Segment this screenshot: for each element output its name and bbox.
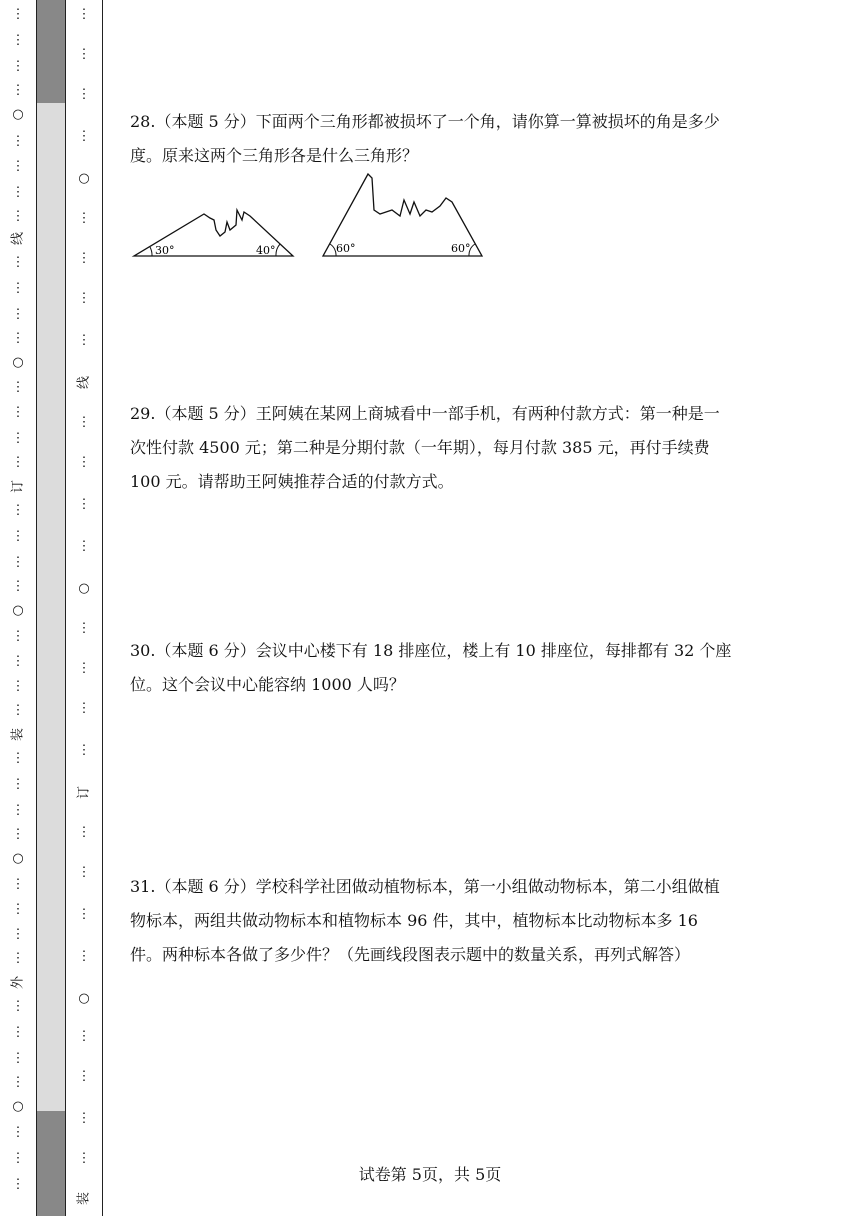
dots: ⋮ — [77, 701, 91, 716]
dots: ⋮ — [77, 251, 91, 266]
angle-label: 30° — [155, 244, 175, 257]
dots: ⋮ — [11, 999, 25, 1014]
dots: ⋮ — [11, 83, 25, 98]
circle-mark: ○ — [78, 991, 90, 1006]
dots: ⋮ — [77, 1151, 91, 1166]
circle-mark: ○ — [12, 851, 24, 866]
question-text: （本题 6 分）学校科学社团做动植物标本，第一小组做动物标本，第二小组做植物标本，两组共做动物标本和植物标本 96 件，其中，植物标本比动物标本多 16 件。两种标本各做了多少件？（先画线段图表示题中的数量关系，再列式解答） — [130, 877, 720, 964]
dots: ⋮ — [11, 777, 25, 792]
angle-label: 60° — [451, 242, 471, 255]
dots: ⋮ — [11, 579, 25, 594]
dots: ⋮ — [77, 1069, 91, 1084]
dots: ⋮ — [11, 827, 25, 842]
circle-mark: ○ — [12, 355, 24, 370]
triangle-2 — [323, 174, 482, 256]
dots: ⋮ — [11, 431, 25, 446]
triangles-svg — [130, 170, 500, 265]
dots: ⋮ — [77, 907, 91, 922]
dots: ⋮ — [11, 629, 25, 644]
dots: ⋮ — [11, 951, 25, 966]
dots: ⋮ — [11, 1177, 25, 1192]
dots: ⋮ — [11, 1025, 25, 1040]
dots: ⋮ — [77, 211, 91, 226]
dots: ⋮ — [77, 825, 91, 840]
dots: ⋮ — [77, 1111, 91, 1126]
inner-label-ding: 订 — [76, 786, 92, 800]
dots: ⋮ — [11, 679, 25, 694]
question-30 — [130, 634, 735, 702]
binding-margin — [0, 0, 104, 1216]
dots: ⋮ — [11, 703, 25, 718]
dots: ⋮ — [77, 661, 91, 676]
dots: ⋮ — [77, 415, 91, 430]
question-31 — [130, 870, 735, 972]
dots: ⋮ — [77, 497, 91, 512]
inner-label-zhuang: 装 — [76, 1192, 92, 1206]
triangle-1 — [134, 210, 293, 257]
dots: ⋮ — [77, 743, 91, 758]
dots: ⋮ — [11, 529, 25, 544]
outer-label-ding: 订 — [10, 480, 26, 494]
dots: ⋮ — [11, 59, 25, 74]
dots: ⋮ — [77, 621, 91, 636]
dots: ⋮ — [11, 159, 25, 174]
dots: ⋮ — [11, 281, 25, 296]
dots: ⋮ — [77, 455, 91, 470]
dots: ⋮ — [77, 333, 91, 348]
circle-mark: ○ — [12, 603, 24, 618]
question-number: 29. — [130, 404, 156, 423]
angle-label: 40° — [256, 244, 276, 257]
info-strip — [37, 103, 65, 1111]
dots: ⋮ — [11, 902, 25, 917]
outer-seal-column — [0, 0, 36, 1216]
dots: ⋮ — [11, 405, 25, 420]
question-text: （本题 5 分）下面两个三角形都被损坏了一个角，请你算一算被损坏的角是多少度。原来这两个三角形各是什么三角形？ — [130, 112, 720, 165]
outer-label-line: 线 — [10, 232, 26, 246]
damaged-triangles-figure — [130, 170, 500, 265]
gray-bar-top — [37, 0, 65, 103]
question-29 — [130, 397, 735, 499]
dots: ⋮ — [11, 555, 25, 570]
dots: ⋮ — [11, 803, 25, 818]
dots: ⋮ — [77, 129, 91, 144]
inner-label-line: 线 — [76, 376, 92, 390]
dots: ⋮ — [11, 209, 25, 224]
angle-label: 60° — [336, 242, 356, 255]
dots: ⋮ — [77, 7, 91, 22]
circle-mark: ○ — [78, 171, 90, 186]
dots: ⋮ — [11, 1125, 25, 1140]
page-footer: 试卷第 5页，共 5页 — [358, 1165, 502, 1184]
dots: ⋮ — [77, 291, 91, 306]
dots: ⋮ — [77, 1029, 91, 1044]
dots: ⋮ — [11, 185, 25, 200]
question-number: 28. — [130, 112, 156, 131]
dots: ⋮ — [11, 1051, 25, 1066]
dots: ⋮ — [11, 455, 25, 470]
circle-mark: ○ — [12, 107, 24, 122]
inner-seal-column — [66, 0, 102, 1216]
dots: ⋮ — [77, 865, 91, 880]
dots: ⋮ — [11, 331, 25, 346]
dots: ⋮ — [11, 7, 25, 22]
dots: ⋮ — [11, 255, 25, 270]
dots: ⋮ — [77, 47, 91, 62]
dots: ⋮ — [11, 751, 25, 766]
dots: ⋮ — [11, 877, 25, 892]
dots: ⋮ — [11, 1075, 25, 1090]
dots: ⋮ — [11, 927, 25, 942]
dots: ⋮ — [77, 87, 91, 102]
dots: ⋮ — [11, 654, 25, 669]
dots: ⋮ — [11, 380, 25, 395]
outer-label-wai: 外 — [10, 976, 26, 990]
question-number: 30. — [130, 641, 156, 660]
outer-label-zhuang: 装 — [10, 728, 26, 742]
divider — [102, 0, 103, 1216]
dots: ⋮ — [11, 503, 25, 518]
question-number: 31. — [130, 877, 156, 896]
dots: ⋮ — [11, 307, 25, 322]
dots: ⋮ — [11, 134, 25, 149]
dots: ⋮ — [11, 1151, 25, 1166]
dots: ⋮ — [77, 949, 91, 964]
circle-mark: ○ — [12, 1099, 24, 1114]
dots: ⋮ — [11, 33, 25, 48]
dots: ⋮ — [77, 539, 91, 554]
circle-mark: ○ — [78, 581, 90, 596]
question-text: （本题 5 分）王阿姨在某网上商城看中一部手机，有两种付款方式：第一种是一次性付款 4500 元；第二种是分期付款（一年期），每月付款 385 元，再付手续费 100 元。请帮助王阿姨推荐合适的付款方式。 — [130, 404, 720, 491]
question-28 — [130, 105, 735, 173]
question-text: （本题 6 分）会议中心楼下有 18 排座位，楼上有 10 排座位，每排都有 32 个座位。这个会议中心能容纳 1000 人吗？ — [130, 641, 732, 694]
